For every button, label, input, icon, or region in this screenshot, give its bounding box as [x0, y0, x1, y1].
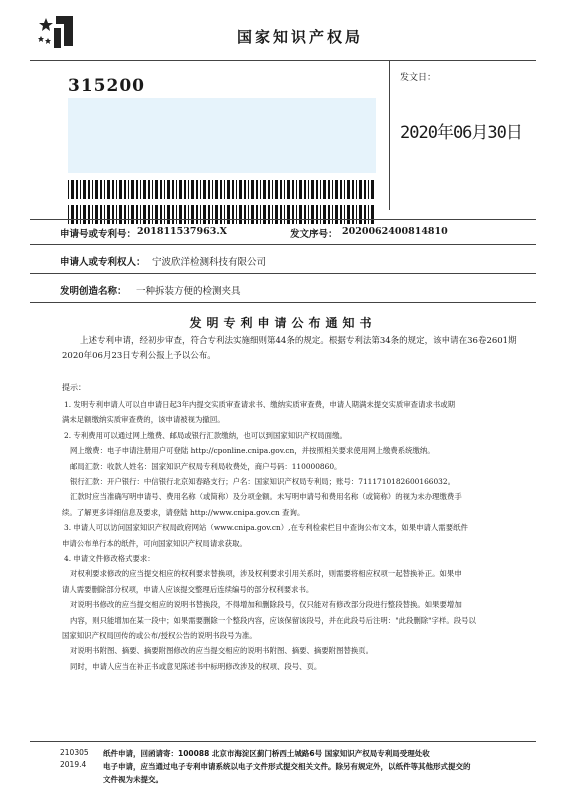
footer-divider: [30, 741, 536, 742]
dispatch-date-value: 2020年06月30日: [400, 123, 522, 143]
applicant-value: 宁波欣洋检测科技有限公司: [152, 257, 267, 268]
hint-line: 对说明书修改的应当提交相应的说明书替换段，不得增加和删除段号，仅只能对有修改部分段进行整段替换。如果要增加: [70, 600, 462, 610]
barcode-top: [68, 180, 376, 199]
invention-value: 一种拆装方便的检测夹具: [136, 286, 241, 297]
hint-line: 2. 专利费用可以通过网上缴费、邮局或银行汇款缴纳，也可以到国家知识产权局面缴。: [64, 430, 347, 440]
fields-divider-3: [30, 302, 536, 303]
hint-line: 续。了解更多详细信息及要求，请登陆 http://www.cnipa.gov.cn 查询。: [62, 507, 305, 517]
hint-line: 汇款时应当准确写明申请号、费用名称（或简称）及分项金额。未写明申请号和费用名称（或简称）的视为未办理缴费手: [70, 492, 462, 502]
hint-line: 请人需要删除部分权项，申请人应该提交整理后连续编号的部分权利要求书。: [62, 584, 314, 594]
hint-line: 对说明书附图、摘要、摘要附图修改的应当提交相应的说明书附图、摘要、摘要附图替换页。: [70, 646, 374, 656]
serial-label: 发文序号：: [290, 229, 338, 240]
notice-body: 上述专利申请，经初步审查，符合专利法实施细则第44条的规定。根据专利法第34条的规定，该申请在36卷2601期2020年06月23日专利公报上予以公布。: [62, 336, 517, 361]
applicant-label: 申请人或专利权人：: [60, 257, 146, 268]
hint-line: 同时，申请人应当在补正书或意见陈述书中标明修改涉及的权项、段号、页。: [70, 661, 322, 671]
dispatch-date-label: 发文日：: [400, 73, 437, 83]
hint-line: 国家知识产权局回传的或公布/授权公告的说明书段号为准。: [62, 631, 257, 640]
header-divider: [30, 60, 536, 61]
date-column-divider: [389, 60, 390, 210]
hints-title: 提示：: [62, 383, 86, 392]
recipient-postcode: 315200: [68, 76, 145, 96]
form-code: 210305: [60, 748, 89, 757]
hint-line: 满未足额缴纳实质审查费的，该申请被视为撤回。: [62, 415, 225, 425]
hint-line: 申请公布单行本的纸件，可向国家知识产权局请求获取。: [62, 538, 247, 548]
app-no-value: 201811537963.X: [137, 226, 227, 237]
hint-line: 4. 申请文件修改格式要求：: [64, 554, 155, 563]
fields-top-divider: [30, 219, 536, 220]
footer-electronic-notice-cont: 文件视为未提交。: [103, 775, 163, 784]
hint-line: 网上缴费：电子申请注册用户可登陆 http://cponline.cnipa.gov.cn，并按照相关要求使用网上缴费系统缴纳。: [70, 446, 435, 456]
hint-line: 对权利要求修改的应当提交相应的权利要求替换项，涉及权利要求引用关系时，则需要将相应权项一起替换补正。如果申: [70, 569, 462, 579]
footer-paper-notice: 纸件申请，回函请寄：100088 北京市海淀区蓟门桥西土城路6号 国家知识产权局专利局受理处收: [103, 749, 430, 758]
office-name: 国家知识产权局: [236, 28, 363, 46]
barcode-bottom: [68, 205, 376, 224]
hint-line: 内容，则只能增加在某一段中；如果需要删除一个整段内容，应该保留该段号，并在此段号后注明："此段删除"字样。段号以: [70, 615, 476, 625]
recipient-address-redacted: [68, 98, 376, 173]
hint-line: 银行汇款：开户银行：中信银行北京知春路支行；户名：国家知识产权局专利局；账号：7111710182600166032。: [70, 477, 455, 486]
notice-title: 发明专利申请公布通知书: [189, 316, 377, 330]
hint-line: 邮局汇款：收款人姓名：国家知识产权局专利局收费处，商户号码：110000860。: [70, 461, 342, 471]
fields-divider-1: [30, 244, 536, 245]
serial-value: 2020062400814810: [342, 226, 448, 237]
form-version: 2019.4: [60, 760, 87, 769]
fields-divider-2: [30, 273, 536, 274]
invention-label: 发明创造名称：: [60, 286, 127, 297]
hint-line: 3. 申请人可以访问国家知识产权局政府网站（www.cnipa.gov.cn）,在专利检索栏目中查询公布文本，如果申请人需要纸件: [64, 523, 468, 533]
hint-line: 1. 发明专利申请人可以自申请日起3年内提交实质审查请求书、缴纳实质审查费，申请人期满未提交实质审查请求书或期: [64, 400, 456, 409]
footer-electronic-notice: 电子申请，应当通过电子专利申请系统以电子文件形式提交相关文件。除另有规定外，以纸件等其他形式提交的: [103, 762, 471, 771]
national-emblem-logo: [38, 14, 76, 50]
app-no-label: 申请号或专利号：: [60, 229, 137, 240]
